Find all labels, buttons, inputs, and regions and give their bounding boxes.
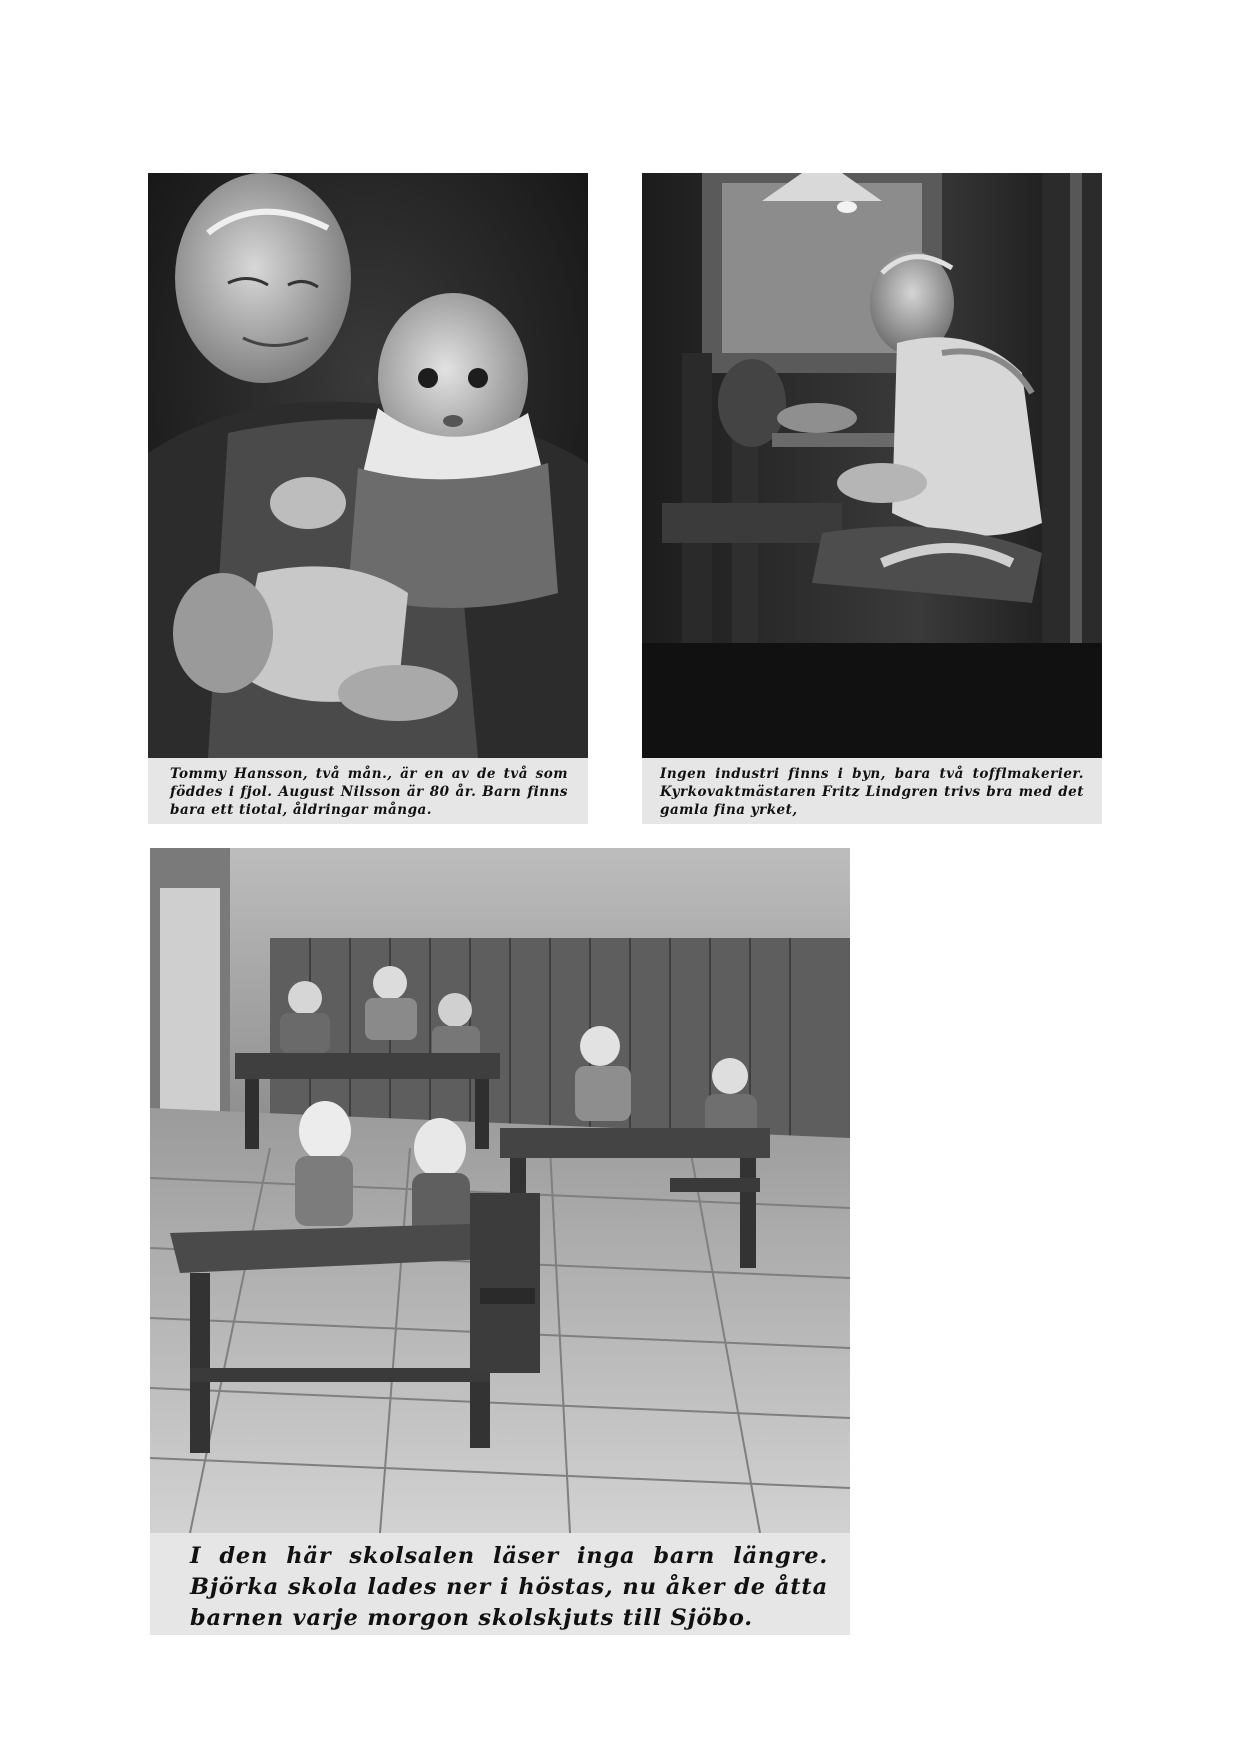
photo-grandfather-with-baby: [148, 173, 588, 758]
photo-caption: Ingen industri finns i byn, bara två tofflmakerier. Kyrkovaktmästaren Fritz Lindgren trivs bra med det gamla fina yrket,: [642, 758, 1102, 824]
photo-caption: Tommy Hansson, två mån., är en av de två som föddes i fjol. August Nilsson är 80 år. Barn finns bara ett tiotal, åldringar många.: [148, 758, 588, 824]
photo-shoemaker-workshop-image: [642, 173, 1102, 758]
photo-classroom-image: [150, 848, 850, 1533]
photo-caption: I den här skolsalen läser inga barn längre. Björka skola lades ner i höstas, nu åker de åtta barnen varje morgon skolskjuts till Sjöbo.: [150, 1533, 850, 1635]
photo-classroom: [150, 848, 850, 1533]
photo-shoemaker-workshop: [642, 173, 1102, 758]
photo-grandfather-with-baby-image: [148, 173, 588, 758]
